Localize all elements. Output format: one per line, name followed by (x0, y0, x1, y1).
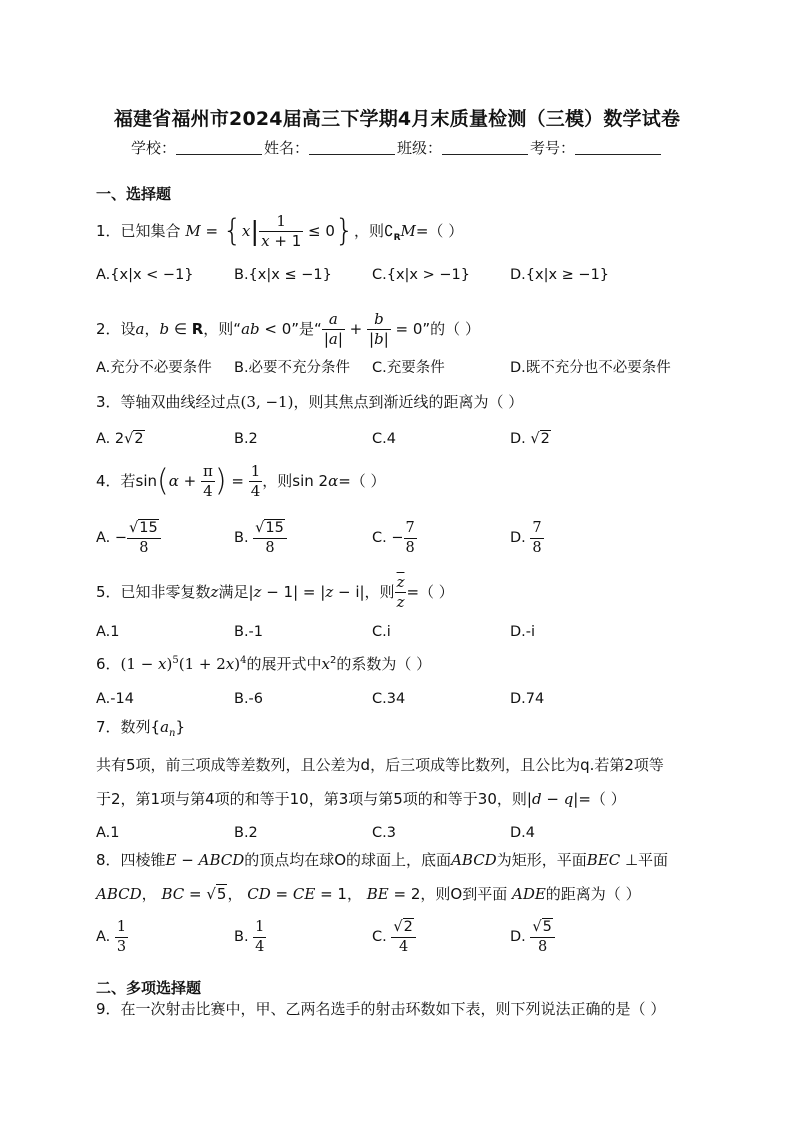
q7-option-b[interactable]: B.2 (234, 825, 258, 841)
q6-option-a[interactable]: A.-14 (96, 691, 134, 707)
name-label: 姓名： (263, 139, 309, 157)
q8-option-b[interactable]: B. $\frac{1}{4}$ (234, 919, 265, 955)
question-3: 3．等轴双曲线经过点(3, −1)，则其焦点到渐近线的距离为（ ） (96, 393, 524, 411)
q2-option-b[interactable]: B.必要不充分条件 (234, 360, 351, 376)
q6-option-d[interactable]: D.74 (510, 691, 545, 707)
q2-option-d[interactable]: D.既不充分也不必要条件 (510, 360, 671, 376)
q7-option-a[interactable]: A.1 (96, 825, 120, 841)
question-7-line3: 于2，第1项与第4项的和等于10，第3项与第5项的和等于30，则|d − q|=（ ） (96, 790, 626, 808)
q8-option-a[interactable]: A. $\frac{1}{3}$ (96, 919, 127, 955)
question-7: 7．数列$\{a_n\}$ (96, 718, 186, 739)
class-blank[interactable] (442, 140, 528, 155)
q1-option-a[interactable]: A.{x|x < −1} (96, 267, 194, 283)
q4-option-c[interactable]: C. − $\frac{7}{8}$ (372, 520, 415, 556)
q3-option-a[interactable]: A. 2√2 (96, 431, 144, 447)
q3-option-c[interactable]: C.4 (372, 431, 396, 447)
section-heading-multi: 二、多项选择题 (96, 979, 202, 997)
q8-option-c[interactable]: C. $\frac{√2}{4}$ (372, 920, 416, 954)
q6-option-b[interactable]: B.-6 (234, 691, 264, 707)
question-7-line2: 共有5项，前三项成等差数列，且公差为d，后三项成等比数列，且公比为q.若第2项等 (96, 756, 664, 774)
q7-option-c[interactable]: C.3 (372, 825, 396, 841)
q4-option-b[interactable]: B. $\frac{√15}{8}$ (234, 521, 287, 555)
q5-option-c[interactable]: C.i (372, 624, 391, 640)
exam-title: 福建省福州市2024届高三下学期4月末质量检测（三模）数学试卷 (113, 108, 681, 130)
class-label: 班级： (397, 139, 443, 157)
q1-stem: 1．已知集合 (96, 222, 181, 240)
q2-option-c[interactable]: C.充要条件 (372, 360, 445, 376)
id-blank[interactable] (575, 140, 661, 155)
q7-option-d[interactable]: D.4 (510, 825, 535, 841)
question-6: 6．$(1 - x)^5(1 + 2x)^4$的展开式中$x^2$的系数为（ ） (96, 655, 432, 673)
question-8: 8．四棱锥E − ABCD的顶点均在球O的球面上，底面ABCD为矩形，平面BEC ⊥平面 (96, 851, 669, 869)
name-blank[interactable] (309, 140, 395, 155)
question-8-line2: ABCD， BC = √5， CD = CE = 1， BE = 2，则O到平面 ADE的距离为（ ） (96, 885, 641, 903)
q3-option-b[interactable]: B.2 (234, 431, 258, 447)
school-label: 学校： (130, 139, 176, 157)
q1-option-c[interactable]: C.{x|x > −1} (372, 267, 470, 283)
q5-option-a[interactable]: A.1 (96, 624, 120, 640)
question-9: 9．在一次射击比赛中，甲、乙两名选手的射击环数如下表，则下列说法正确的是（ ） (96, 1000, 666, 1018)
q5-option-d[interactable]: D.-i (510, 624, 536, 640)
question-5: 5．已知非零复数z满足|z − 1| = |z − i|，则 $\frac{\overline{z}}{z}$ =（ ） (96, 573, 454, 611)
q5-option-b[interactable]: B.-1 (234, 624, 264, 640)
q4-option-d[interactable]: D. $\frac{7}{8}$ (510, 520, 542, 556)
student-info-line (0, 137, 794, 158)
q2-option-a[interactable]: A.充分不必要条件 (96, 360, 212, 376)
school-blank[interactable] (176, 140, 262, 155)
q8-option-d[interactable]: D. $\frac{√5}{8}$ (510, 920, 555, 954)
q4-option-a[interactable]: A. − $\frac{√15}{8}$ (96, 521, 161, 555)
id-label: 考号： (530, 139, 576, 157)
question-1: 1．已知集合 M = {x| $\frac{1}{x + 1}$ ≤ 0}，则$∁_RM=$（ ） (96, 212, 464, 250)
question-2: 2．设a，b ∈ R，则“ab < 0”是“ $\frac{a}{|a|}$ + $\frac{b}{|b|}$ = 0”的（ ） (96, 310, 480, 348)
q1-option-b[interactable]: B.{x|x ≤ −1} (234, 267, 332, 283)
q6-option-c[interactable]: C.34 (372, 691, 406, 707)
q1-option-d[interactable]: D.{x|x ≥ −1} (510, 267, 610, 283)
question-4: 4．若sin(α + $\frac{\pi}{4}$ ) = $\frac{1}{4}$ ，则sin 2α=（ ） (96, 462, 386, 500)
q3-option-d[interactable]: D. √2 (510, 431, 550, 447)
section-heading-single: 一、选择题 (96, 185, 172, 203)
